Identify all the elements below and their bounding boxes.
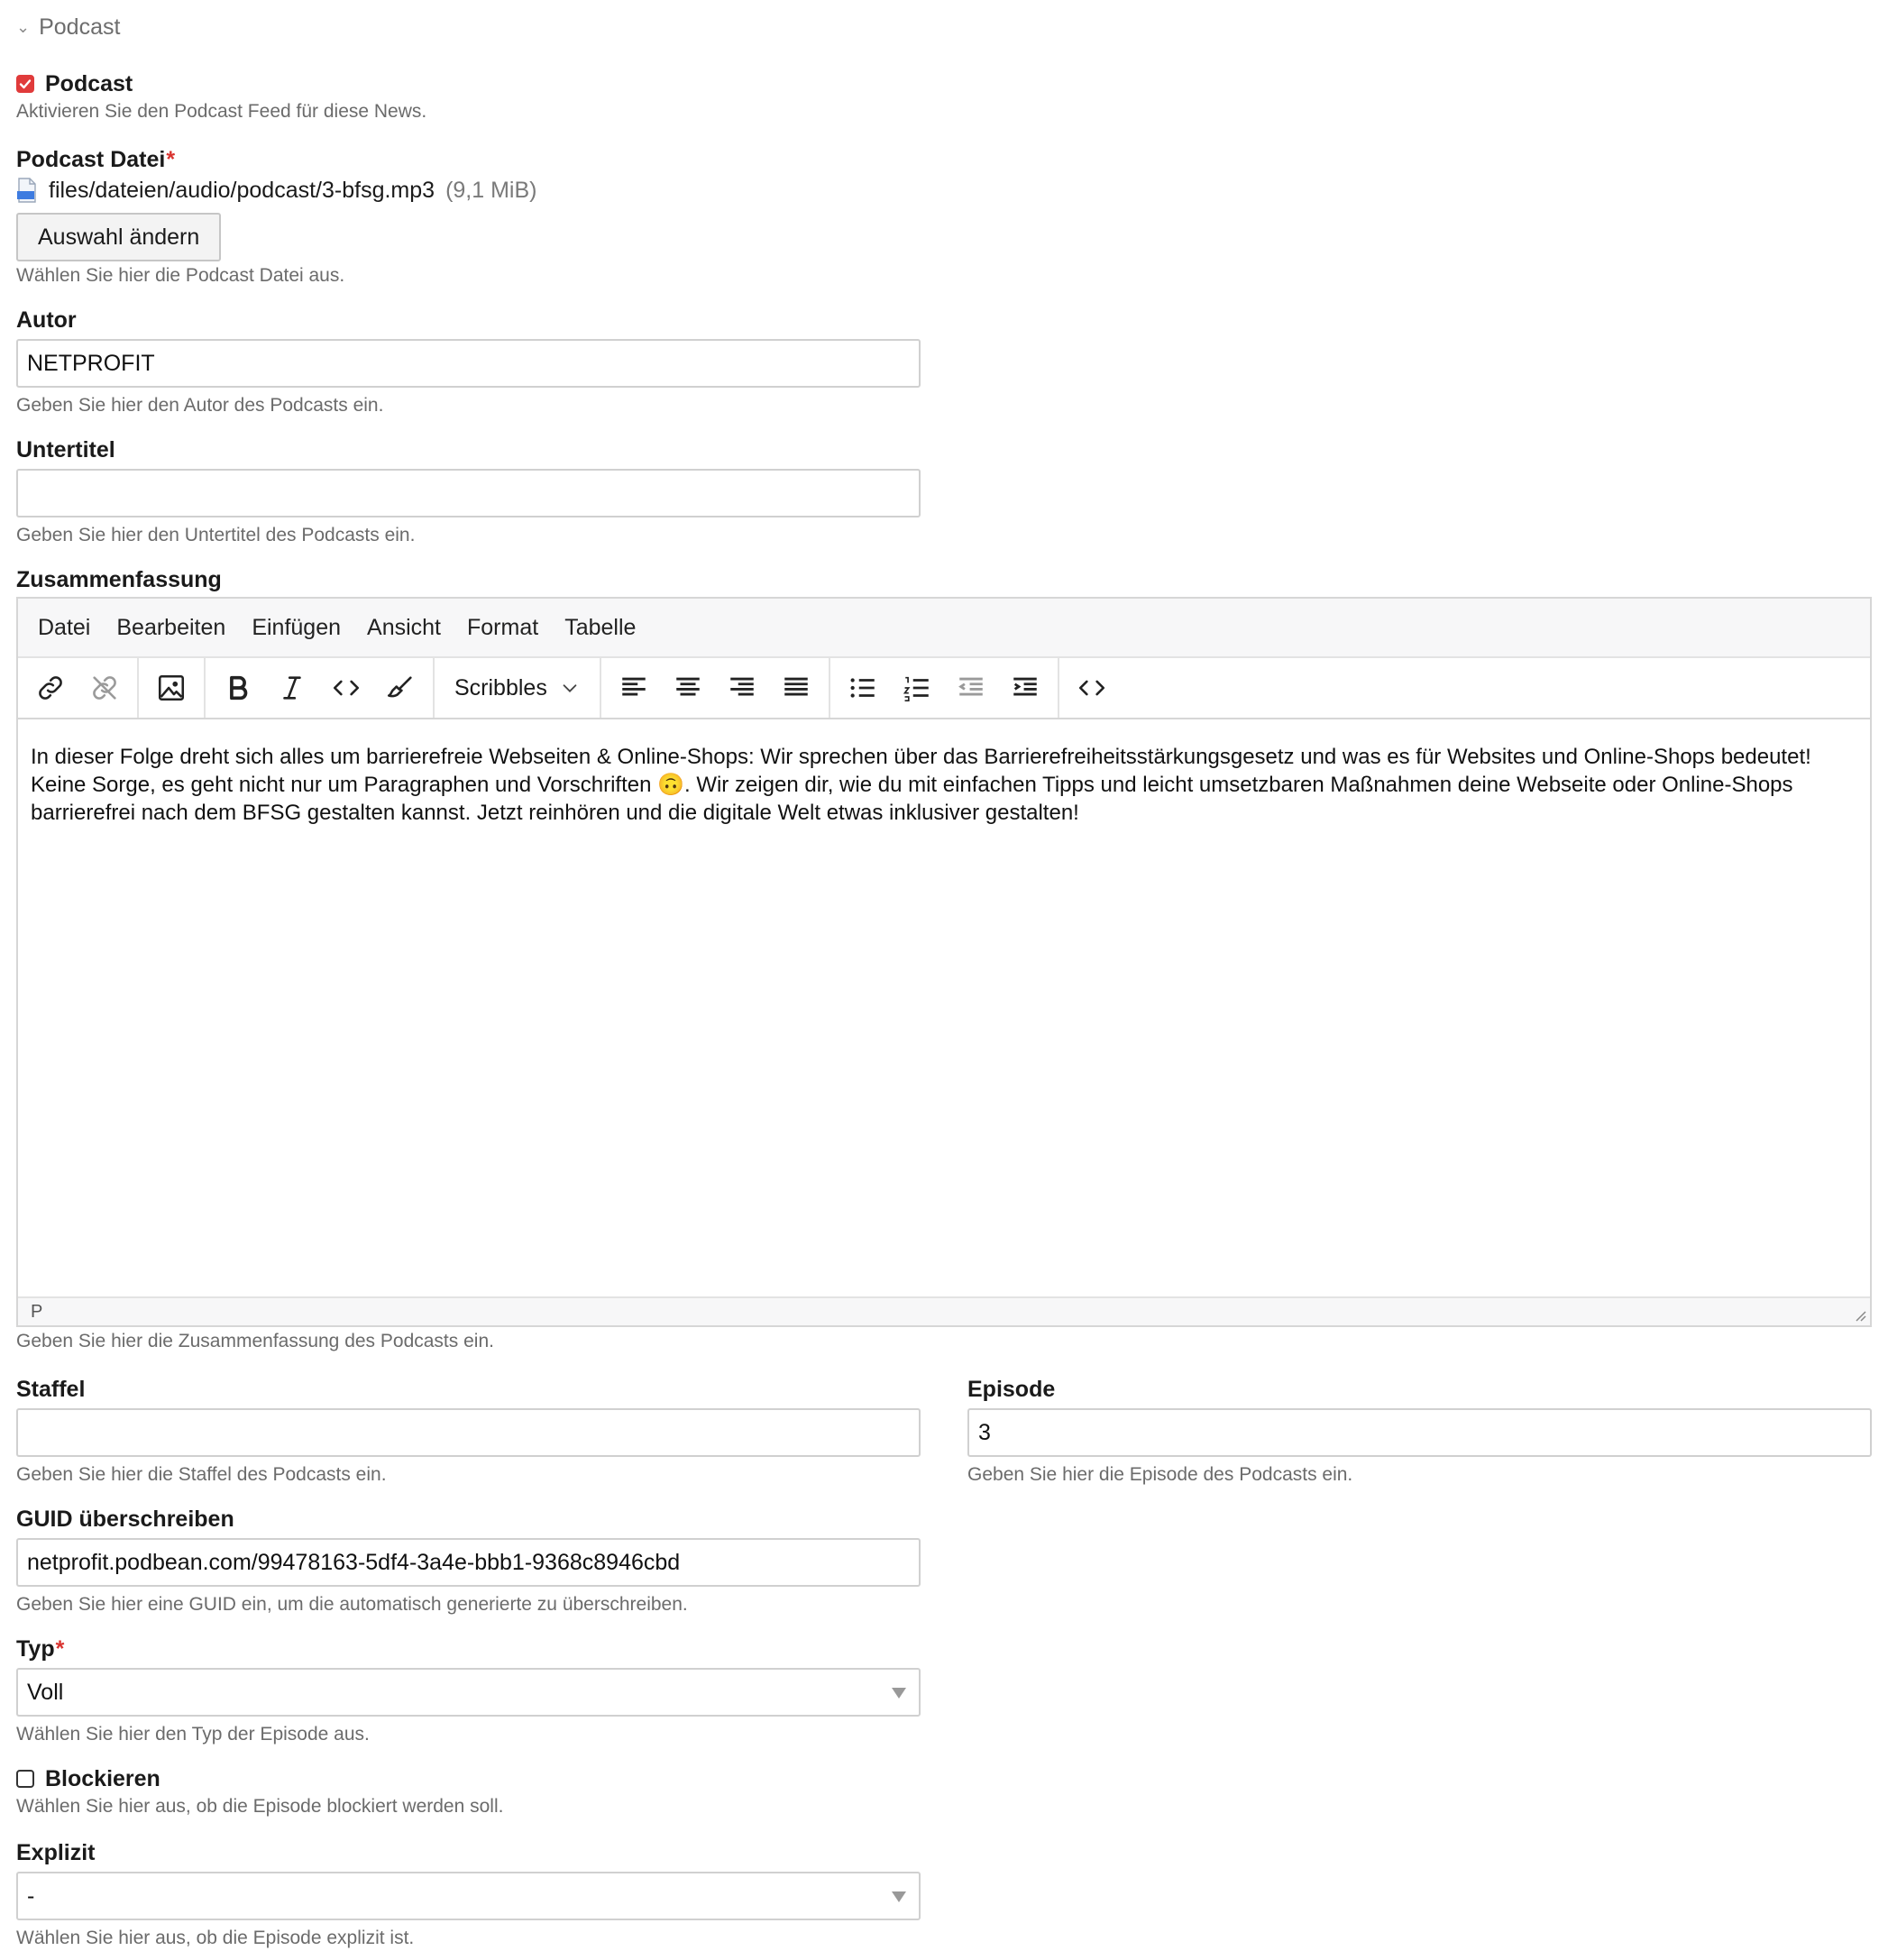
format-select[interactable] (442, 665, 592, 710)
editor-content[interactable]: In dieser Folge dreht sich alles um barrierefreie Webseiten & Online-Shops: Wir sprechen über das Barrierefreiheitsstärkungsgesetz und was es für Websites und Online-Shops bedeutet! Keine Sorge, es geht nicht nur um Paragraphen und Vorschriften 🙃. Wir zeigen dir, wie du mit einfachen Tipps und leicht umsetzbaren Maßnahmen deine Webseite oder Online-Shops barrierefrei nach dem BFSG gestalten kannst. Jetzt reinhören und die digitale Welt etwas inklusiver gestalten! (31, 745, 1811, 825)
guid-input[interactable]: netprofit.podbean.com/99478163-5df4-3a4e-bbb1-9368c8946cbd (16, 1538, 921, 1587)
explicit-field (16, 1837, 921, 1951)
bullet-list-icon (848, 673, 878, 703)
section-title: Podcast (39, 14, 121, 40)
outdent-button[interactable] (946, 665, 996, 710)
block-field (16, 1763, 503, 1819)
summary-label: Zusammenfassung (16, 567, 222, 592)
menu-ansicht[interactable]: Ansicht (367, 614, 441, 640)
numbered-list-button[interactable] (892, 665, 942, 710)
episode-field (967, 1374, 1872, 1488)
list-group (830, 658, 1059, 718)
episode-input[interactable]: 3 (967, 1408, 1872, 1457)
chevron-down-icon (560, 678, 580, 698)
subtitle-field (16, 435, 921, 548)
format-group (435, 658, 601, 718)
season-label: Staffel (16, 1377, 86, 1402)
author-field (16, 305, 921, 418)
italic-button[interactable] (267, 665, 317, 710)
summary-label-wrap (16, 564, 222, 595)
align-left-icon (619, 673, 649, 703)
link-group (18, 658, 139, 718)
insert-image-button[interactable] (146, 665, 197, 710)
season-help: Geben Sie hier die Staffel des Podcasts ein. (16, 1464, 387, 1485)
bullet-list-button[interactable] (838, 665, 888, 710)
menu-einfuegen[interactable]: Einfügen (252, 614, 342, 640)
explicit-label: Explizit (16, 1840, 96, 1865)
editor-statusbar: P (18, 1296, 1870, 1325)
code-icon (331, 673, 362, 703)
explicit-select-value: - (27, 1883, 35, 1909)
guid-label: GUID überschreiben (16, 1507, 234, 1532)
inline-code-button[interactable] (321, 665, 371, 710)
author-label: Autor (16, 307, 77, 333)
bold-icon (223, 673, 253, 703)
podcast-file-help: Wählen Sie hier die Podcast Datei aus. (16, 265, 345, 286)
image-icon (156, 673, 187, 703)
guid-field (16, 1504, 921, 1617)
text-style-group (206, 658, 435, 718)
explicit-help: Wählen Sie hier aus, ob die Episode explizit ist. (16, 1928, 415, 1948)
type-select-value: Voll (27, 1680, 64, 1705)
align-right-icon (727, 673, 757, 703)
outdent-icon (956, 673, 986, 703)
check-icon (18, 77, 32, 91)
type-field (16, 1634, 921, 1747)
dropdown-caret-icon (892, 1688, 906, 1699)
type-select[interactable] (16, 1668, 921, 1717)
bold-button[interactable] (213, 665, 263, 710)
indent-icon (1010, 673, 1040, 703)
explicit-select[interactable] (16, 1872, 921, 1920)
block-help: Wählen Sie hier aus, ob die Episode blockiert werden soll. (16, 1796, 504, 1817)
season-input[interactable] (16, 1408, 921, 1457)
guid-help: Geben Sie hier eine GUID ein, um die automatisch generierte zu überschreiben. (16, 1594, 688, 1615)
align-group (601, 658, 830, 718)
align-justify-button[interactable] (771, 665, 821, 710)
podcast-section-toggle[interactable] (16, 11, 120, 43)
editor-menubar (18, 599, 1870, 658)
align-center-button[interactable] (663, 665, 713, 710)
menu-tabelle[interactable]: Tabelle (564, 614, 637, 640)
dropdown-caret-icon (892, 1891, 906, 1902)
source-group (1059, 658, 1124, 718)
required-mark: * (166, 147, 176, 172)
subtitle-label: Untertitel (16, 437, 115, 463)
editor-toolbar (18, 658, 1870, 719)
remove-link-button[interactable] (79, 665, 130, 710)
subtitle-help: Geben Sie hier den Untertitel des Podcasts ein. (16, 525, 416, 545)
numbered-list-icon (902, 673, 932, 703)
podcast-help: Aktivieren Sie den Podcast Feed für diese News. (16, 101, 427, 122)
indent-button[interactable] (1000, 665, 1050, 710)
align-right-button[interactable] (717, 665, 767, 710)
mp3-file-icon (16, 178, 38, 203)
chevron-down-icon: ⌄ (16, 17, 31, 36)
clear-format-button[interactable] (375, 665, 426, 710)
season-field (16, 1374, 921, 1488)
source-code-button[interactable] (1067, 665, 1117, 710)
type-label: Typ* (16, 1636, 65, 1662)
menu-bearbeiten[interactable]: Bearbeiten (116, 614, 226, 640)
link-icon (35, 673, 66, 703)
author-input[interactable]: NETPROFIT (16, 339, 921, 388)
podcast-file-label: Podcast Datei* (16, 147, 176, 172)
episode-help: Geben Sie hier die Episode des Podcasts ein. (967, 1464, 1353, 1485)
align-left-button[interactable] (609, 665, 659, 710)
image-group (139, 658, 206, 718)
menu-format[interactable]: Format (467, 614, 539, 640)
podcast-checkbox-label[interactable]: Podcast (45, 71, 133, 96)
podcast-toggle-field (16, 69, 426, 124)
type-help: Wählen Sie hier den Typ der Episode aus. (16, 1724, 370, 1745)
author-help: Geben Sie hier den Autor des Podcasts ein. (16, 395, 384, 416)
resize-handle-icon[interactable] (1852, 1307, 1866, 1322)
unlink-icon (89, 673, 120, 703)
podcast-file-path: files/dateien/audio/podcast/3-bfsg.mp3 (49, 177, 435, 203)
subtitle-input[interactable] (16, 469, 921, 517)
insert-link-button[interactable] (25, 665, 76, 710)
change-selection-button[interactable]: Auswahl ändern (16, 213, 221, 261)
block-checkbox[interactable] (16, 1770, 34, 1788)
episode-label: Episode (967, 1377, 1056, 1402)
summary-help: Geben Sie hier die Zusammenfassung des Podcasts ein. (16, 1331, 494, 1351)
brush-icon (385, 673, 416, 703)
italic-icon (277, 673, 307, 703)
podcast-file-size: (9,1 MiB) (445, 177, 537, 203)
source-code-icon (1077, 673, 1107, 703)
menu-datei[interactable]: Datei (38, 614, 91, 640)
required-mark: * (55, 1636, 65, 1662)
podcast-file-field (16, 144, 536, 289)
rich-text-editor (16, 597, 1872, 1327)
podcast-checkbox[interactable] (16, 75, 34, 93)
align-center-icon (673, 673, 703, 703)
summary-help-wrap (16, 1329, 494, 1354)
block-checkbox-label[interactable]: Blockieren (45, 1766, 160, 1791)
align-justify-icon (781, 673, 811, 703)
format-select-value: Scribbles (454, 674, 547, 701)
